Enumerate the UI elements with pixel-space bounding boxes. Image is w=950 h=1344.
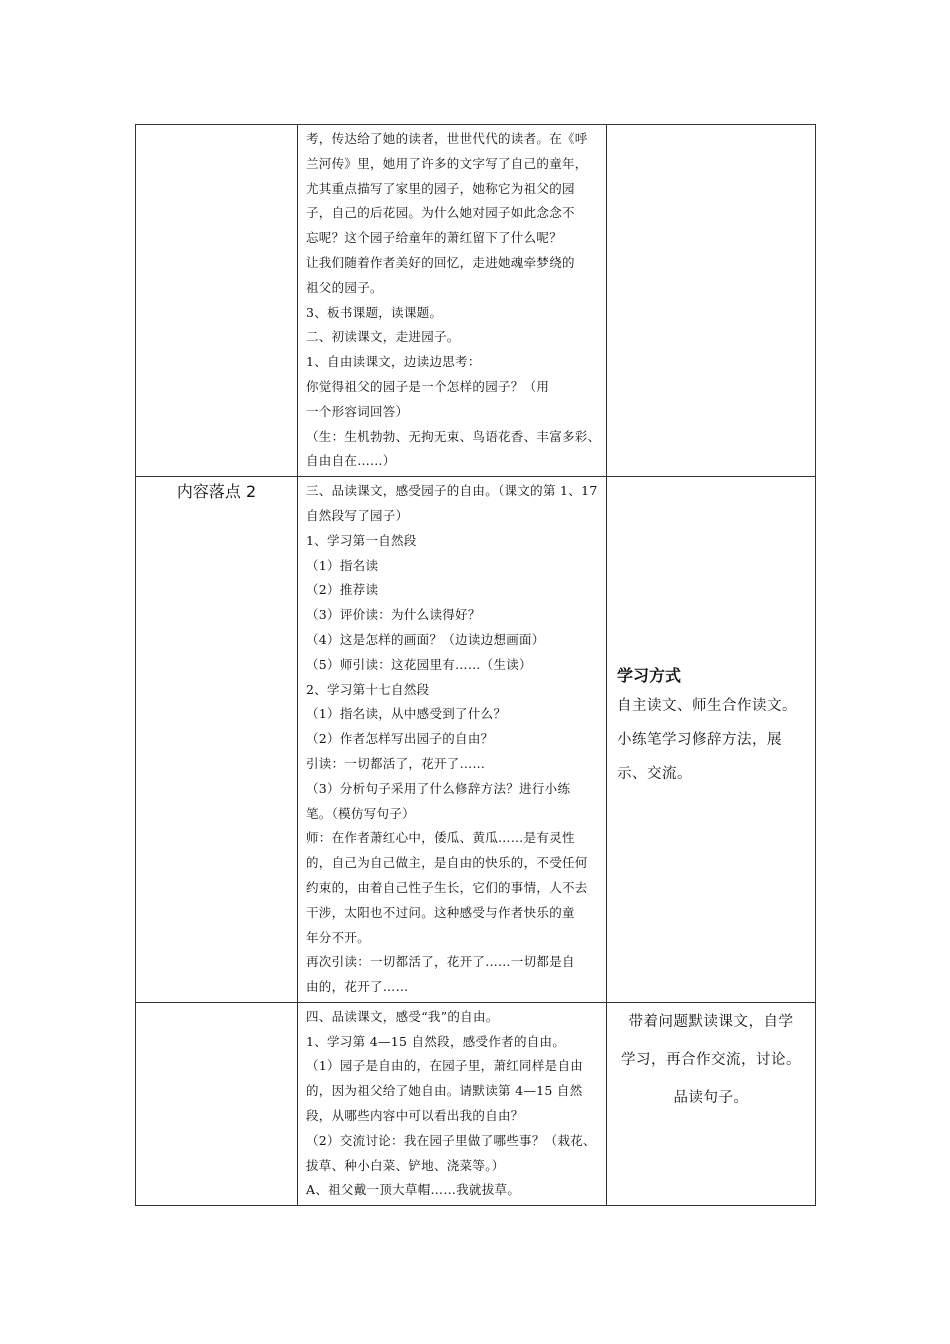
row3-content-cell: [298, 1002, 607, 1205]
method-line: 带着问题默读课文，自学: [628, 1013, 794, 1030]
row1-label-cell: [136, 125, 298, 477]
text-line: 1、自由读课文，边读边思考：: [306, 354, 481, 370]
text-line: （4）这是怎样的画面？（边读边想画面）: [306, 631, 545, 647]
row1-method-cell: [607, 125, 816, 477]
text-line: （2）推荐读: [306, 582, 379, 598]
row3-method-cell: [607, 1002, 816, 1205]
text-line: （生：生机勃勃、无拘无束、鸟语花香、丰富多彩、: [306, 428, 601, 444]
text-line: 兰河传》里，她用了许多的文字写了自己的童年，: [306, 155, 588, 171]
text-line: 三、品读课文，感受园子的自由。（课文的第 1、17: [306, 483, 598, 499]
method-line: 学习，再合作交流，讨论。: [621, 1051, 801, 1068]
text-line: 祖父的园子。: [306, 279, 383, 295]
text-line: 约束的，由着自己性子生长，它们的事情，人不去: [306, 879, 588, 895]
text-line: 子，自己的后花园。为什么她对园子如此念念不: [306, 205, 575, 221]
row2-content-cell: [298, 477, 607, 1003]
text-line: 1、学习第 4—15 自然段，感受作者的自由。: [306, 1033, 566, 1049]
text-line: 由的，花开了……: [306, 979, 409, 995]
text-line: （2）作者怎样写出园子的自由？: [306, 731, 494, 747]
text-line: 自然段写了园子）: [306, 507, 409, 523]
text-line: （1）指名读，从中感受到了什么？: [306, 706, 507, 722]
text-line: 引读：一切都活了，花开了……: [306, 755, 486, 771]
text-line: 的，自己为自己做主，是自由的快乐的，不受任何: [306, 855, 588, 871]
method-line: 小练笔学习修辞方法，展: [617, 732, 782, 749]
row2-label-cell: [136, 477, 298, 1003]
text-line: （1）指名读: [306, 557, 379, 573]
text-line: 二、初读课文，走进园子。: [306, 329, 460, 345]
text-line: 段，从哪些内容中可以看出我的自由？: [306, 1108, 524, 1124]
text-line: 3、板书课题，读课题。: [306, 304, 443, 320]
row1-content-cell: [298, 125, 607, 477]
method-line: 自主读文、师生合作读文。: [617, 698, 797, 715]
text-line: （5）师引读：这花园里有……（生读）: [306, 656, 532, 672]
method-line: 品读句子。: [673, 1089, 749, 1106]
text-line: 自由自在……）: [306, 453, 396, 469]
method-line: 示、交流。: [617, 766, 692, 783]
text-line: （3）分析句子采用了什么修辞方法？进行小练: [306, 780, 571, 796]
table-row: [136, 477, 816, 1003]
text-line: 2、学习第十七自然段: [306, 681, 430, 697]
text-line: 1、学习第一自然段: [306, 532, 417, 548]
text-line: （2）交流讨论：我在园子里做了哪些事？（栽花、: [306, 1132, 596, 1148]
row3-label-cell: [136, 1002, 298, 1205]
text-line: 的，因为祖父给了她自由。请默读第 4—15 自然: [306, 1083, 583, 1099]
text-line: 四、品读课文，感受“我”的自由。: [306, 1008, 499, 1024]
text-line: 你觉得祖父的园子是一个怎样的园子？（用: [306, 378, 550, 394]
text-line: 尤其重点描写了家里的园子，她称它为祖父的园: [306, 180, 575, 196]
table-row: [136, 125, 816, 477]
method-title: 学习方式: [617, 666, 682, 686]
text-line: 师：在作者萧红心中，倭瓜、黄瓜……是有灵性: [306, 830, 575, 846]
text-line: 让我们随着作者美好的回忆，走进她魂牵梦绕的: [306, 254, 575, 270]
text-line: 一个形容词回答）: [306, 403, 409, 419]
table-row: [136, 1002, 816, 1205]
text-line: 拔草、种小白菜、铲地、浇菜等。）: [306, 1157, 505, 1173]
section-heading: 内容落点 2: [176, 482, 257, 502]
row2-method-cell: [607, 477, 816, 1003]
text-line: （1）园子是自由的，在园子里，萧红同样是自由: [306, 1058, 584, 1074]
text-line: 考，传达给了她的读者，世世代代的读者。在《呼: [306, 131, 588, 146]
text-line: 干涉，太阳也不过问。这种感受与作者快乐的童: [306, 904, 575, 920]
text-line: （3）评价读：为什么读得好？: [306, 607, 481, 623]
lesson-plan-table: [135, 124, 816, 1206]
text-line: A、祖父戴一顶大草帽……我就拔草。: [306, 1182, 521, 1198]
text-line: 笔。（模仿写句子）: [306, 805, 415, 821]
text-line: 忘呢？这个园子给童年的萧红留下了什么呢？: [306, 230, 563, 246]
text-line: 再次引读：一切都活了，花开了……一切都是自: [306, 954, 575, 970]
text-line: 年分不开。: [306, 929, 371, 945]
